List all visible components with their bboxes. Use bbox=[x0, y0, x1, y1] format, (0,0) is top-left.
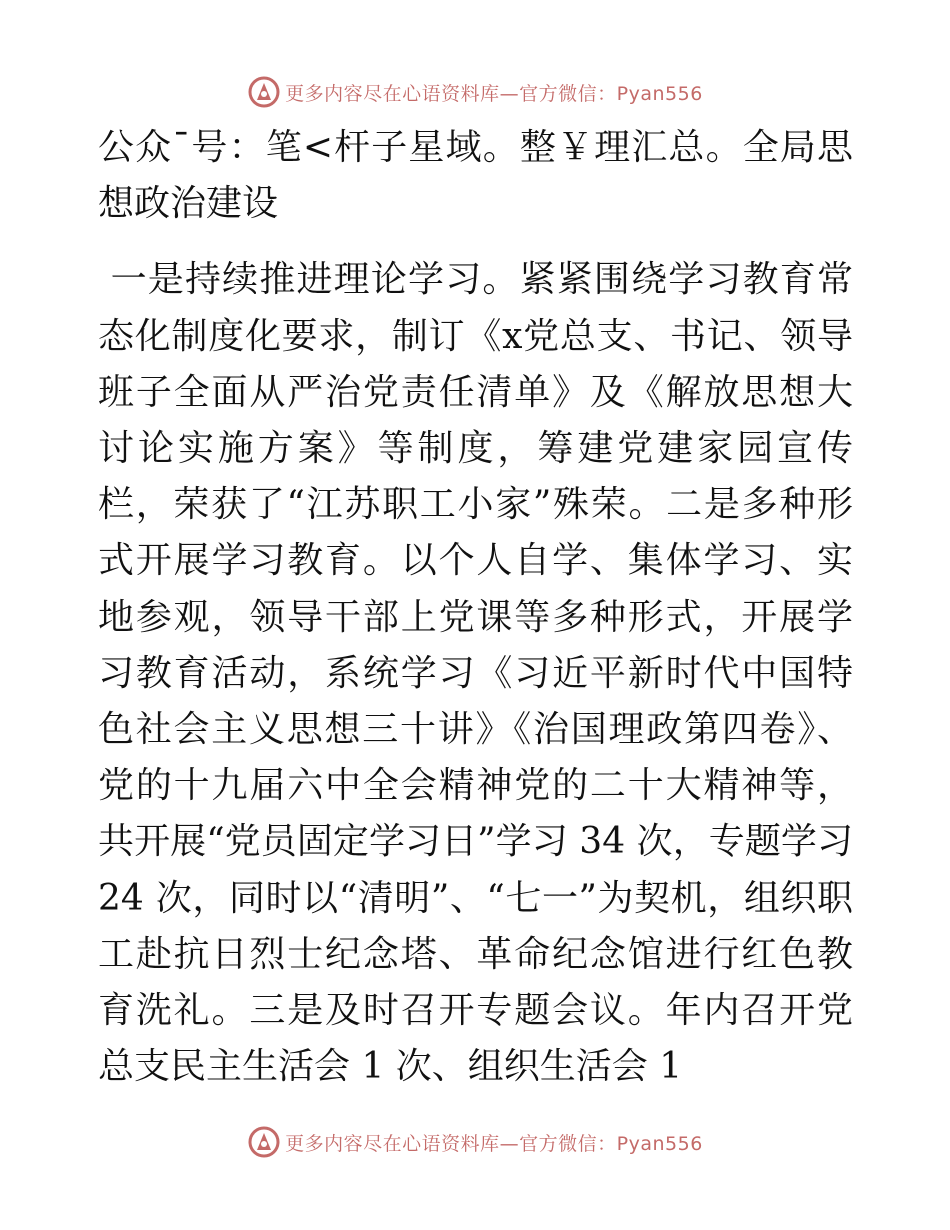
watermark-footer bbox=[0, 1122, 950, 1162]
document-title: 公众¯号：笔<杆子星域。整￥理汇总。全局思想政治建设 bbox=[98, 127, 853, 225]
watermark-text: 更多内容尽在心语资料库—官方微信：Pyan556 bbox=[285, 1132, 703, 1155]
body-paragraph: 一是持续推进理论学习。紧紧围绕学习教育常态化制度化要求，制订《x党总支、书记、领导班子全面从严治党责任清单》及《解放思想大讨论实施方案》等制度，筹建党建家园宣传栏，荣获了“江苏职工小家”殊荣。二是多种形式开展学习教育。以个人自学、集体学习、实地参观，领导干部上党课等多种形式，开展学习教育活动，系统学习《习近平新时代中国特色社会主义思想三十讲》《治国理政第四卷》、党的十九届六中全会精神党的二十大精神等，共开展“党员固定学习日”学习 34 次，专题学习 24 次，同时以“清明”、“七一”为契机，组织职工赴抗日烈士纪念塔、革命纪念馆进行红色教育洗礼。三是及时召开专题会议。年内召开党总支民主生活会 1 次、组织生活会 1 bbox=[98, 259, 865, 1088]
document-body bbox=[98, 120, 865, 1095]
watermark-header bbox=[0, 72, 950, 112]
watermark-text: 更多内容尽在心语资料库—官方微信：Pyan556 bbox=[285, 82, 703, 105]
red-flag-logo-icon bbox=[247, 1125, 281, 1159]
red-flag-logo-icon bbox=[247, 75, 281, 109]
